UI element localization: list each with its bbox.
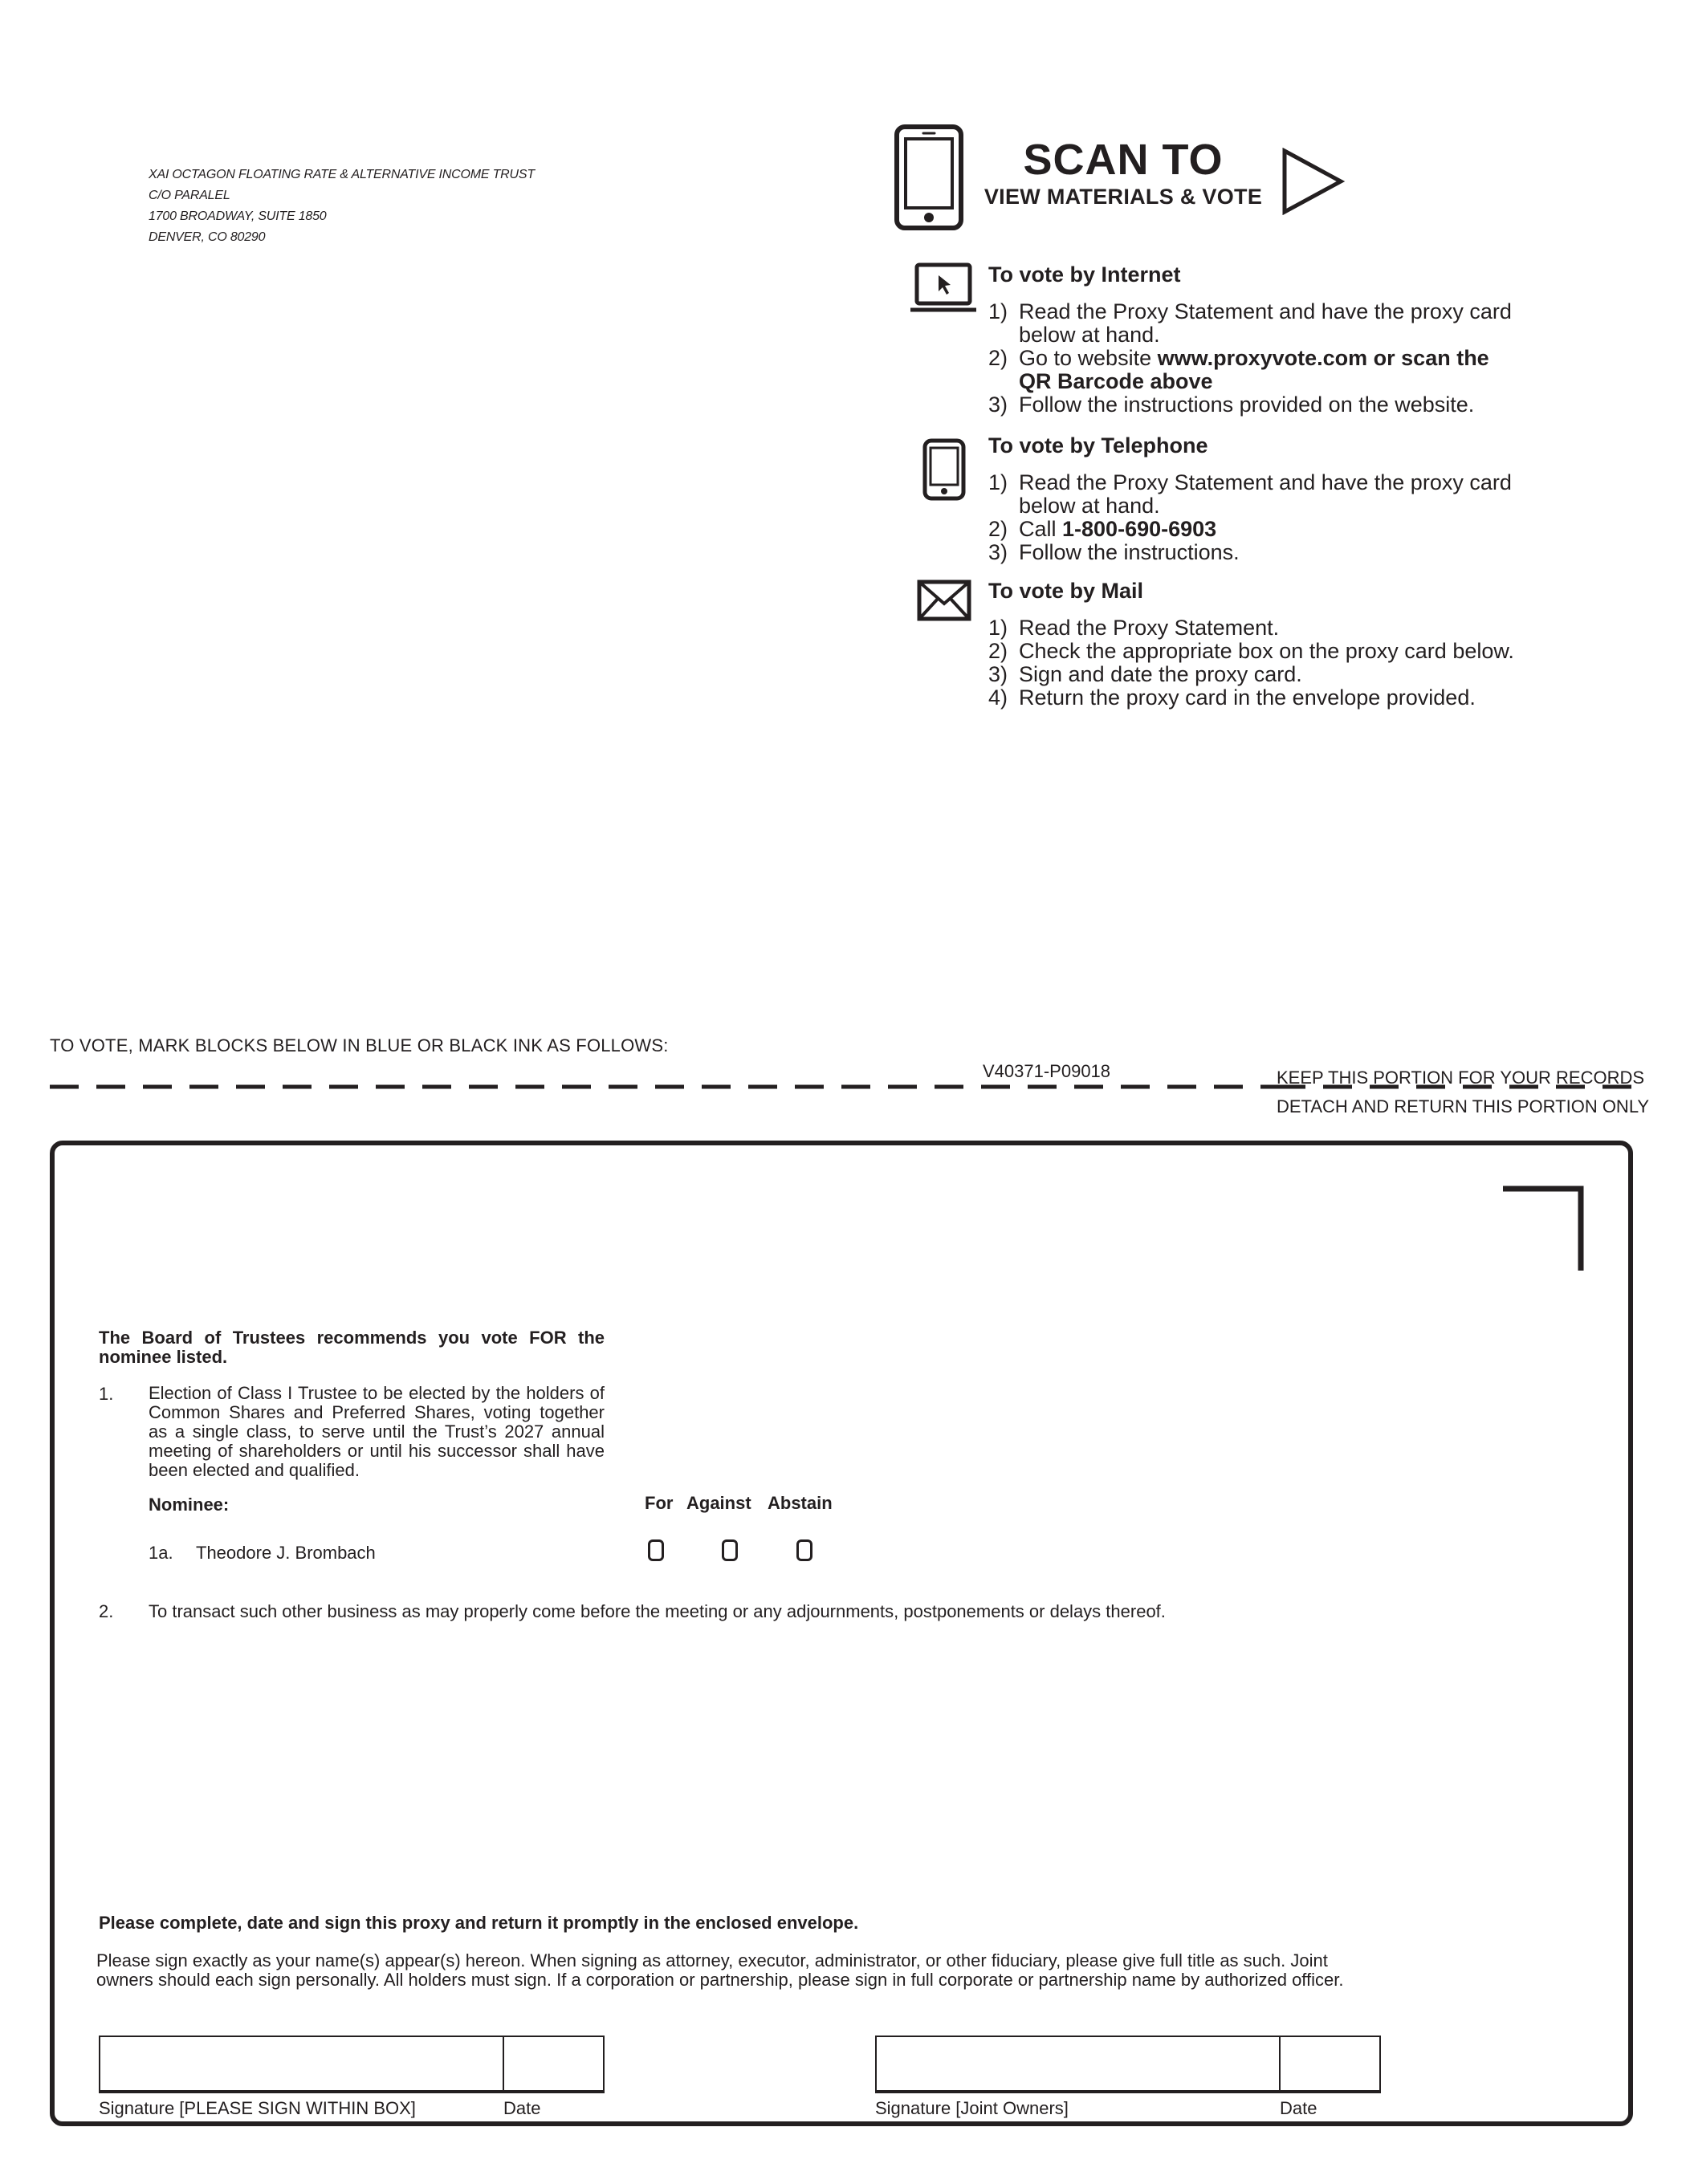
return-address-line-4: DENVER, CO 80290 <box>149 230 266 244</box>
mail-step-4 <box>988 686 1514 710</box>
date-label: Date <box>503 2098 541 2118</box>
joint-signature-label: Signature [Joint Owners] <box>875 2098 1069 2118</box>
proposal-2-text: To transact such other business as may properly come before the meeting or any adjournments, postponements or delays thereof. <box>149 1601 1166 1621</box>
step-number: 3) <box>988 540 1008 564</box>
step-number: 2) <box>988 639 1008 663</box>
nominee-header: Nominee: <box>149 1495 230 1515</box>
internet-step-1 <box>988 300 1512 347</box>
laptop-icon <box>909 262 978 313</box>
internet-title: To vote by Internet <box>988 262 1181 287</box>
proposal-1-number: 1. <box>99 1384 114 1404</box>
keep-portion-label: KEEP THIS PORTION FOR YOUR RECORDS <box>1277 1068 1645 1088</box>
telephone-step-2 <box>988 518 1512 541</box>
against-column-header: Against <box>686 1493 751 1513</box>
phone-icon <box>922 438 966 501</box>
scan-subtitle: VIEW MATERIALS & VOTE <box>984 185 1263 209</box>
control-number: V40371-P09018 <box>983 1061 1111 1081</box>
mail-title: To vote by Mail <box>988 579 1144 603</box>
step-text: Call <box>1019 517 1063 541</box>
step-number: 2) <box>988 517 1008 541</box>
step-text: Read the Proxy Statement. <box>1019 616 1280 640</box>
website-link[interactable]: www.proxyvote.com or scan the <box>1157 346 1489 370</box>
envelope-icon <box>917 580 971 621</box>
joint-date-label: Date <box>1280 2098 1317 2118</box>
internet-step-3 <box>988 393 1512 417</box>
return-address-line-2: C/O PARALEL <box>149 189 230 202</box>
step-text: Check the appropriate box on the proxy card below. <box>1019 639 1514 663</box>
mail-step-3 <box>988 663 1514 686</box>
step-text: Read the Proxy Statement and have the proxy card <box>1019 299 1512 323</box>
vote-for-checkbox[interactable] <box>648 1539 664 1561</box>
joint-signature-box[interactable] <box>875 2036 1281 2093</box>
return-address-line-3: 1700 BROADWAY, SUITE 1850 <box>149 209 327 223</box>
step-text: below at hand. <box>1019 494 1160 518</box>
corner-registration-mark <box>1503 1186 1591 1271</box>
nominee-name: Theodore J. Brombach <box>196 1543 376 1563</box>
proposal-2-number: 2. <box>99 1601 114 1621</box>
signature-label: Signature [PLEASE SIGN WITHIN BOX] <box>99 2098 416 2118</box>
step-text: Read the Proxy Statement and have the proxy card <box>1019 470 1512 494</box>
vote-marking-instructions: TO VOTE, MARK BLOCKS BELOW IN BLUE OR BLACK INK AS FOLLOWS: <box>50 1035 669 1055</box>
step-text: Sign and date the proxy card. <box>1019 662 1302 686</box>
qr-barcode-text: QR Barcode above <box>1019 369 1213 393</box>
telephone-steps <box>988 471 1512 564</box>
mail-step-1 <box>988 616 1514 640</box>
telephone-step-3 <box>988 541 1512 564</box>
play-arrow-icon <box>1281 148 1346 215</box>
telephone-title: To vote by Telephone <box>988 433 1208 458</box>
board-recommendation: The Board of Trustees recommends you vote FOR the nominee listed. <box>99 1328 605 1367</box>
phone-number[interactable]: 1-800-690-6903 <box>1062 517 1217 541</box>
step-text: Go to website <box>1019 346 1158 370</box>
step-number: 1) <box>988 470 1008 494</box>
joint-date-box[interactable] <box>1280 2036 1381 2093</box>
step-number: 3) <box>988 662 1008 686</box>
telephone-step-1 <box>988 471 1512 518</box>
for-column-header: For <box>645 1493 674 1513</box>
vote-abstain-checkbox[interactable] <box>796 1539 812 1561</box>
detach-portion-label: DETACH AND RETURN THIS PORTION ONLY <box>1277 1096 1650 1116</box>
step-number: 1) <box>988 299 1008 323</box>
vote-against-checkbox[interactable] <box>722 1539 738 1561</box>
signature-box[interactable] <box>99 2036 504 2093</box>
return-address-line-1: XAI OCTAGON FLOATING RATE & ALTERNATIVE INCOME TRUST <box>149 168 535 181</box>
internet-step-2 <box>988 347 1512 393</box>
scan-title: SCAN TO <box>1023 136 1224 184</box>
mail-step-2 <box>988 640 1514 663</box>
complete-date-sign-note: Please complete, date and sign this proxy and return it promptly in the enclosed envelope. <box>99 1913 859 1933</box>
return-address <box>149 165 535 248</box>
smartphone-icon <box>894 124 963 230</box>
step-text: Follow the instructions. <box>1019 540 1240 564</box>
step-text: Return the proxy card in the envelope provided. <box>1019 685 1476 710</box>
date-box[interactable] <box>503 2036 605 2093</box>
step-number: 1) <box>988 616 1008 640</box>
internet-steps <box>988 300 1512 417</box>
step-text: Follow the instructions provided on the website. <box>1019 392 1475 417</box>
proposal-1-text: Election of Class I Trustee to be elected by the holders of Common Shares and Preferred Shares, voting together as a single class, to serve until the Trust’s 2027 annual meeting of shareholders or until his successor shall have been elected and qualified. <box>149 1383 605 1480</box>
signing-instructions: Please sign exactly as your name(s) appear(s) hereon. When signing as attorney, executor, administrator, or other fiduciary, please give full title as such. Joint owners should each sign personally. All holders must sign. If a corporation or partnership, please sign in full corporate or partnership name by authorized officer. <box>96 1950 1344 1990</box>
step-number: 4) <box>988 685 1008 710</box>
mail-steps <box>988 616 1514 710</box>
step-text: below at hand. <box>1019 323 1160 347</box>
nominee-number: 1a. <box>149 1543 173 1563</box>
step-number: 3) <box>988 392 1008 417</box>
step-number: 2) <box>988 346 1008 370</box>
abstain-column-header: Abstain <box>768 1493 833 1513</box>
